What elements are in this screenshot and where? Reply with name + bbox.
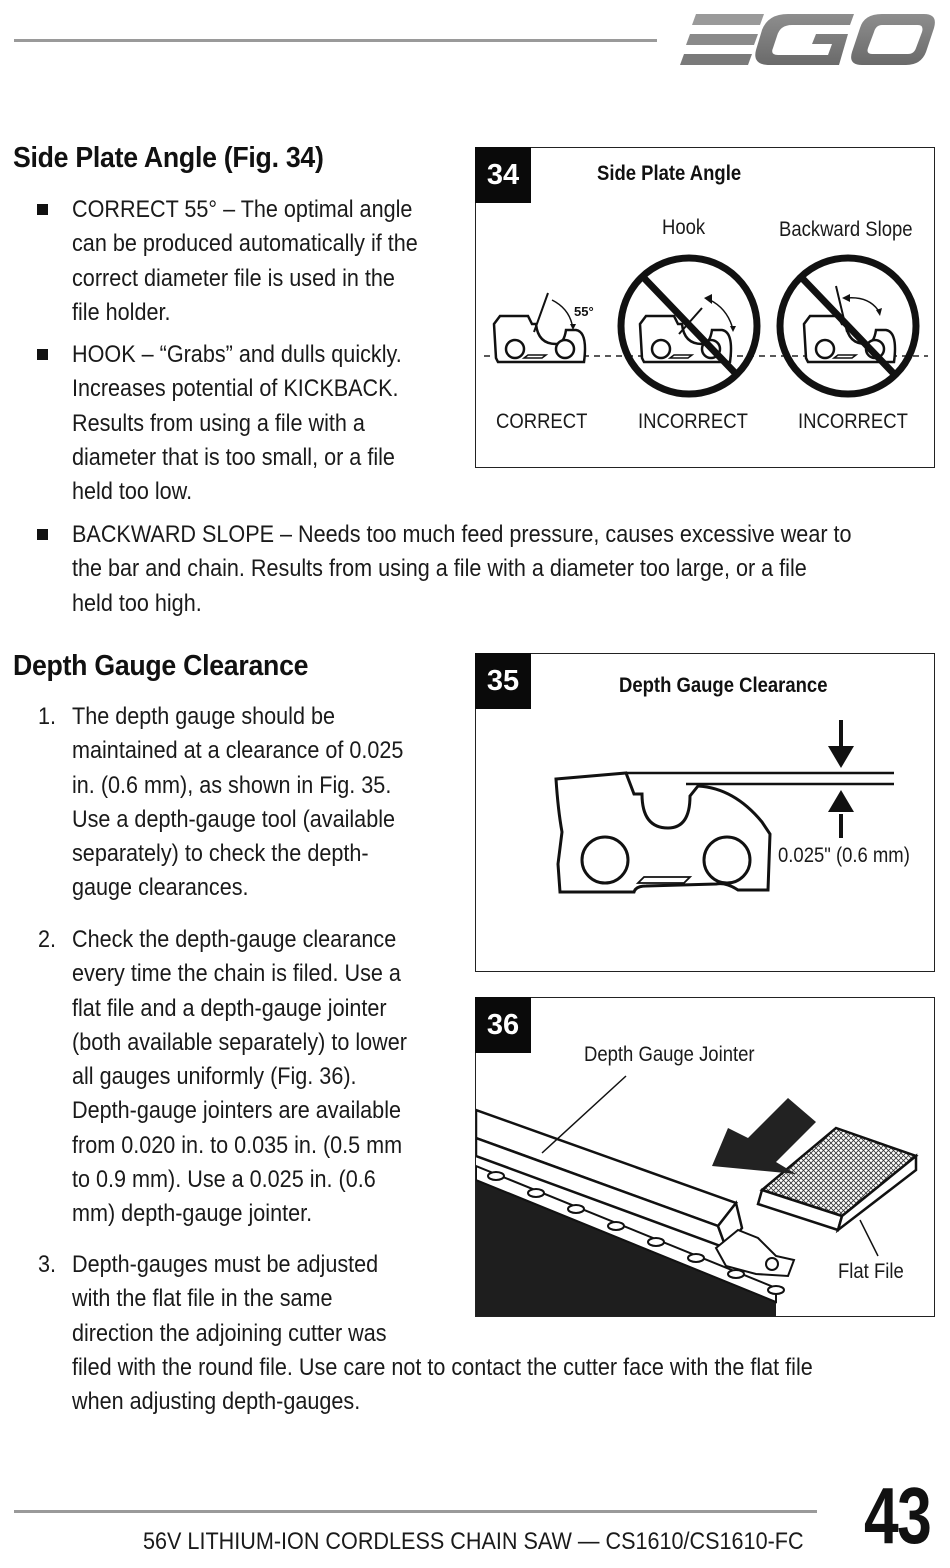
text-line: mm) depth-gauge jointer. [72,1200,313,1228]
text-line: HOOK – “Grabs” and dulls quickly. [72,341,402,368]
text-line: Depth-gauge jointers are available [72,1097,402,1125]
text-line: correct diameter file is used in the [72,264,395,292]
text-line: held too high. [72,589,202,617]
text-line: Depth-gauges must be adjusted [72,1251,379,1278]
item-number: 2. [38,926,57,953]
hook-prohibited-symbol [621,258,757,394]
figure-35 [475,653,935,972]
footer-product-name: 56V LITHIUM-ION CORDLESS CHAIN SAW — CS1610/CS1610-FC [143,1528,804,1555]
list-item-2 [72,923,407,1232]
item-number: 1. [38,703,57,730]
text-line: flat file and a depth-gauge jointer [72,994,387,1022]
label-flat-file: Flat File [838,1260,904,1283]
text-line: (both available separately) to lower [72,1028,407,1056]
ego-logo [676,10,936,70]
header-rule [14,39,657,42]
text-line: all gauges uniformly (Fig. 36). [72,1063,357,1091]
footer-rule [14,1510,817,1513]
text-line: can be produced automatically if the [72,230,418,258]
figure-number: 35 [475,653,531,709]
chain-cutter [556,773,770,892]
bullet-marker [37,349,48,360]
figure-number: 34 [475,147,531,203]
figure-36 [475,997,935,1317]
text-line: every time the chain is filed. Use a [72,960,401,988]
text-line: Use a depth-gauge tool (available [72,805,396,833]
figure-title: Depth Gauge Clearance [619,674,828,697]
label-depth-gauge-jointer: Depth Gauge Jointer [584,1043,755,1066]
caption-correct: CORRECT [496,410,588,433]
text-line: filed with the round file. Use care not to contact the cutter face with the flat file [72,1353,813,1381]
text-line: CORRECT 55° – The optimal angle [72,196,413,223]
text-line: file holder. [72,298,171,326]
text-line: Results from using a file with a [72,409,365,437]
depth-gauge-diagram [476,654,936,973]
bullet-correct [72,193,418,330]
text-line: when adjusting depth-gauges. [72,1388,361,1416]
page-number: 43 [864,1471,931,1560]
bullet-hook [72,338,402,509]
ego-logo-mark [676,10,936,70]
bullet-backward-slope [72,518,852,621]
figure-number: 36 [475,997,531,1053]
backward-slope-prohibited-symbol [780,258,916,394]
text-line: diameter that is too small, or a file [72,443,395,471]
list-item-1 [72,700,403,906]
item-number: 3. [38,1251,57,1278]
label-hook: Hook [662,216,706,239]
label-backward-slope: Backward Slope [779,218,913,241]
depth-gauge-jointer-diagram [476,998,936,1318]
bullet-marker [37,529,48,540]
text-line: direction the adjoining cutter was [72,1319,387,1347]
text-line: with the flat file in the same [72,1285,333,1313]
section-title-depth-gauge: Depth Gauge Clearance [13,650,309,682]
bullet-marker [37,204,48,215]
caption-incorrect-backward: INCORRECT [798,410,908,433]
caption-incorrect-hook: INCORRECT [638,410,748,433]
text-line: The depth gauge should be [72,703,336,730]
text-line: maintained at a clearance of 0.025 [72,737,404,765]
text-line: to 0.9 mm). Use a 0.025 in. (0.6 [72,1166,376,1194]
text-line: Check the depth-gauge clearance [72,926,397,953]
figure-title: Side Plate Angle [597,162,742,185]
text-line: held too low. [72,478,193,506]
section-title-side-plate-angle: Side Plate Angle (Fig. 34) [13,142,324,174]
text-line: from 0.020 in. to 0.035 in. (0.5 mm [72,1131,403,1159]
text-line: in. (0.6 mm), as shown in Fig. 35. [72,771,392,799]
text-line: the bar and chain. Results from using a file with a diameter too large, or a file [72,555,807,583]
measurement-label: 0.025" (0.6 mm) [778,844,910,867]
angle-label: 55° [574,304,594,319]
text-line: gauge clearances. [72,874,249,902]
figure-34 [475,147,935,468]
text-line: BACKWARD SLOPE – Needs too much feed pressure, causes excessive wear to [72,521,852,548]
text-line: Increases potential of KICKBACK. [72,375,399,403]
text-line: separately) to check the depth- [72,840,369,868]
